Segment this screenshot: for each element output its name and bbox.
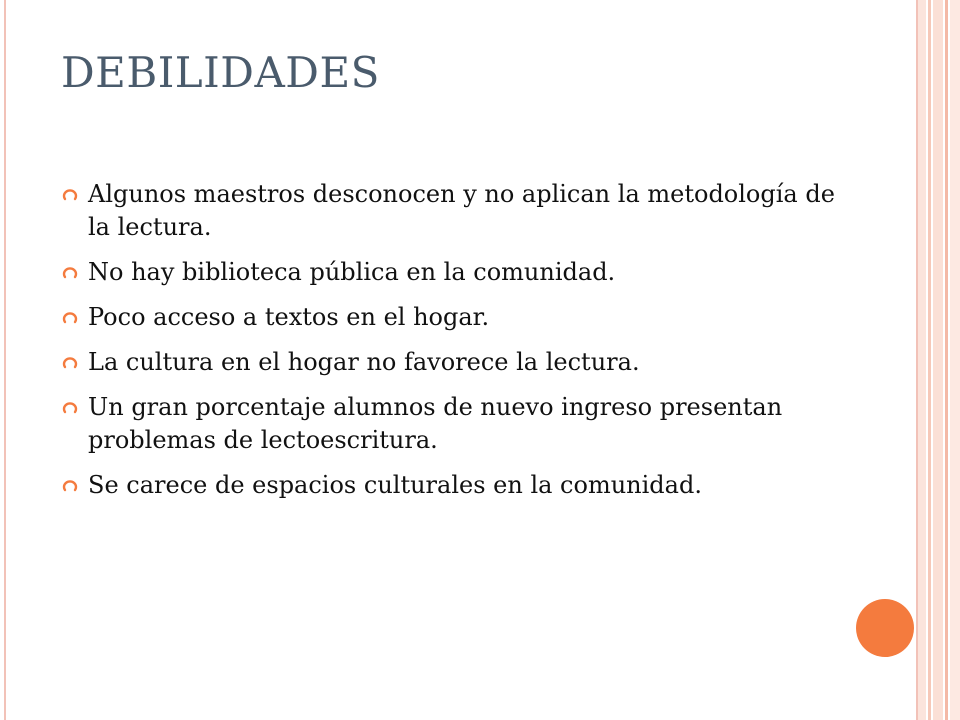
bullet-text: La cultura en el hogar no favorece la lectura. [88,348,640,376]
bullet-item [62,301,852,334]
bullet-circle-icon [62,188,78,202]
stripe [945,0,948,720]
slide-title: DEBILIDADES [61,48,380,97]
bullet-item [62,178,852,244]
bullet-text: Algunos maestros desconocen y no aplican la metodología de la lectura. [88,180,835,241]
bullet-list [62,178,852,514]
stripe [950,0,960,720]
bullet-item [62,391,852,457]
stripe [933,0,943,720]
stripe [928,0,931,720]
decorative-stripes [918,0,960,720]
stripe [918,0,926,720]
bullet-item [62,469,852,502]
bullet-item [62,256,852,289]
bullet-text: Un gran porcentaje alumnos de nuevo ingreso presentan problemas de lectoescritura. [88,393,783,454]
bullet-circle-icon [62,266,78,280]
bullet-item [62,346,852,379]
bullet-circle-icon [62,311,78,325]
accent-circle [856,599,914,657]
bullet-circle-icon [62,356,78,370]
bullet-circle-icon [62,479,78,493]
bullet-text: Poco acceso a textos en el hogar. [88,303,490,331]
slide-frame-left-border [4,0,6,720]
bullet-text: No hay biblioteca pública en la comunidad. [88,258,616,286]
bullet-text: Se carece de espacios culturales en la comunidad. [88,471,702,499]
bullet-circle-icon [62,401,78,415]
